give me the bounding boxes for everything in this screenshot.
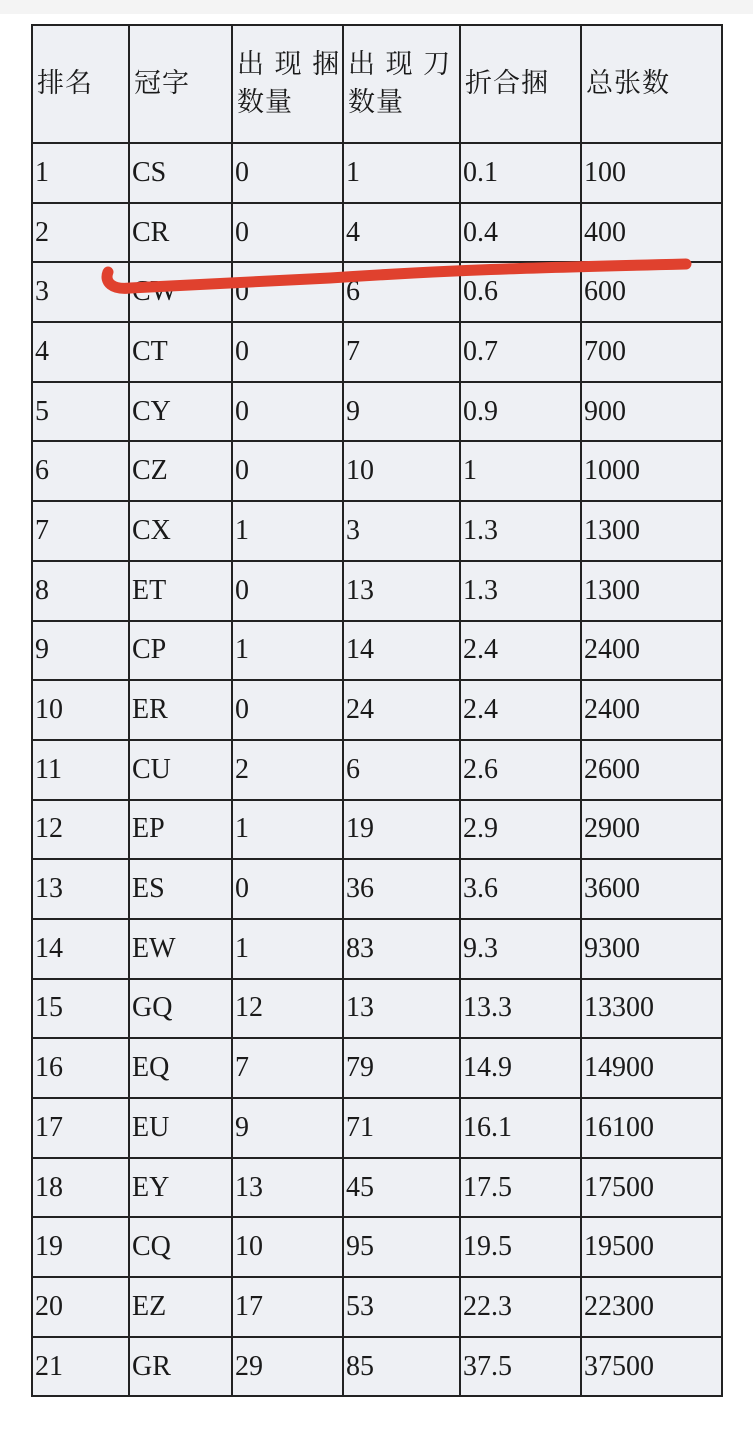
cell-bundle-count: 0	[232, 322, 343, 382]
cell-bundle-count: 0	[232, 143, 343, 203]
cell-crown-code: GQ	[129, 979, 232, 1039]
crown-code-ranking-table	[31, 24, 723, 1397]
table-row	[32, 441, 722, 501]
document-sheet	[0, 14, 753, 1440]
table-row	[32, 621, 722, 681]
cell-equivalent-bundles: 1.3	[460, 561, 581, 621]
cell-rank: 5	[32, 382, 129, 442]
cell-bundle-count: 17	[232, 1277, 343, 1337]
cell-equivalent-bundles: 19.5	[460, 1217, 581, 1277]
cell-equivalent-bundles: 0.1	[460, 143, 581, 203]
cell-crown-code: CZ	[129, 441, 232, 501]
table-row	[32, 322, 722, 382]
cell-crown-code: CQ	[129, 1217, 232, 1277]
cell-crown-code: EW	[129, 919, 232, 979]
cell-stack-count: 4	[343, 203, 460, 263]
table-row	[32, 143, 722, 203]
cell-total-sheets: 2400	[581, 680, 722, 740]
cell-rank: 6	[32, 441, 129, 501]
cell-stack-count: 24	[343, 680, 460, 740]
cell-bundle-count: 12	[232, 979, 343, 1039]
cell-equivalent-bundles: 14.9	[460, 1038, 581, 1098]
table-row	[32, 800, 722, 860]
cell-rank: 14	[32, 919, 129, 979]
cell-total-sheets: 37500	[581, 1337, 722, 1397]
cell-equivalent-bundles: 1.3	[460, 501, 581, 561]
cell-bundle-count: 0	[232, 382, 343, 442]
cell-total-sheets: 700	[581, 322, 722, 382]
cell-total-sheets: 1000	[581, 441, 722, 501]
table-body	[32, 143, 722, 1396]
cell-stack-count: 79	[343, 1038, 460, 1098]
table-row	[32, 1337, 722, 1397]
cell-crown-code: EZ	[129, 1277, 232, 1337]
cell-total-sheets: 22300	[581, 1277, 722, 1337]
cell-crown-code: CR	[129, 203, 232, 263]
cell-stack-count: 71	[343, 1098, 460, 1158]
table-row	[32, 859, 722, 919]
cell-stack-count: 6	[343, 740, 460, 800]
cell-stack-count: 7	[343, 322, 460, 382]
table-row	[32, 740, 722, 800]
cell-bundle-count: 1	[232, 621, 343, 681]
cell-total-sheets: 400	[581, 203, 722, 263]
table-header-row	[32, 25, 722, 143]
cell-stack-count: 9	[343, 382, 460, 442]
cell-bundle-count: 0	[232, 859, 343, 919]
cell-stack-count: 3	[343, 501, 460, 561]
cell-stack-count: 95	[343, 1217, 460, 1277]
cell-total-sheets: 17500	[581, 1158, 722, 1218]
cell-crown-code: EY	[129, 1158, 232, 1218]
cell-stack-count: 1	[343, 143, 460, 203]
cell-rank: 2	[32, 203, 129, 263]
cell-crown-code: GR	[129, 1337, 232, 1397]
table-row	[32, 203, 722, 263]
cell-total-sheets: 3600	[581, 859, 722, 919]
cell-equivalent-bundles: 2.4	[460, 621, 581, 681]
table-row	[32, 1217, 722, 1277]
cell-rank: 7	[32, 501, 129, 561]
header-equivalent-bundles: 折合捆	[460, 25, 581, 143]
cell-rank: 21	[32, 1337, 129, 1397]
cell-rank: 4	[32, 322, 129, 382]
cell-rank: 20	[32, 1277, 129, 1337]
cell-crown-code: EU	[129, 1098, 232, 1158]
cell-crown-code: ES	[129, 859, 232, 919]
cell-bundle-count: 0	[232, 561, 343, 621]
cell-stack-count: 85	[343, 1337, 460, 1397]
cell-equivalent-bundles: 16.1	[460, 1098, 581, 1158]
table-row	[32, 561, 722, 621]
cell-crown-code: EQ	[129, 1038, 232, 1098]
cell-total-sheets: 13300	[581, 979, 722, 1039]
table-row	[32, 1038, 722, 1098]
cell-equivalent-bundles: 0.7	[460, 322, 581, 382]
cell-total-sheets: 16100	[581, 1098, 722, 1158]
cell-rank: 13	[32, 859, 129, 919]
cell-rank: 18	[32, 1158, 129, 1218]
cell-total-sheets: 2600	[581, 740, 722, 800]
top-bar	[0, 0, 753, 14]
cell-bundle-count: 10	[232, 1217, 343, 1277]
cell-rank: 3	[32, 262, 129, 322]
cell-crown-code: CP	[129, 621, 232, 681]
cell-rank: 12	[32, 800, 129, 860]
table-row	[32, 680, 722, 740]
cell-bundle-count: 9	[232, 1098, 343, 1158]
cell-total-sheets: 1300	[581, 561, 722, 621]
cell-total-sheets: 2900	[581, 800, 722, 860]
cell-bundle-count: 1	[232, 800, 343, 860]
cell-total-sheets: 14900	[581, 1038, 722, 1098]
cell-rank: 17	[32, 1098, 129, 1158]
cell-equivalent-bundles: 2.9	[460, 800, 581, 860]
cell-stack-count: 45	[343, 1158, 460, 1218]
table-row	[32, 1158, 722, 1218]
cell-total-sheets: 600	[581, 262, 722, 322]
cell-bundle-count: 0	[232, 203, 343, 263]
cell-stack-count: 13	[343, 561, 460, 621]
cell-total-sheets: 900	[581, 382, 722, 442]
cell-rank: 11	[32, 740, 129, 800]
cell-stack-count: 13	[343, 979, 460, 1039]
cell-bundle-count: 13	[232, 1158, 343, 1218]
cell-equivalent-bundles: 0.9	[460, 382, 581, 442]
cell-crown-code: CU	[129, 740, 232, 800]
cell-crown-code: CX	[129, 501, 232, 561]
cell-stack-count: 53	[343, 1277, 460, 1337]
cell-equivalent-bundles: 17.5	[460, 1158, 581, 1218]
header-bundle-count: 出 现 捆 数量	[232, 25, 343, 143]
cell-rank: 15	[32, 979, 129, 1039]
cell-total-sheets: 2400	[581, 621, 722, 681]
cell-equivalent-bundles: 37.5	[460, 1337, 581, 1397]
cell-equivalent-bundles: 9.3	[460, 919, 581, 979]
header-stack-count: 出 现 刀 数量	[343, 25, 460, 143]
cell-stack-count: 36	[343, 859, 460, 919]
cell-equivalent-bundles: 2.4	[460, 680, 581, 740]
cell-total-sheets: 100	[581, 143, 722, 203]
cell-equivalent-bundles: 3.6	[460, 859, 581, 919]
cell-rank: 16	[32, 1038, 129, 1098]
cell-equivalent-bundles: 2.6	[460, 740, 581, 800]
cell-bundle-count: 1	[232, 919, 343, 979]
table-row	[32, 262, 722, 322]
cell-rank: 8	[32, 561, 129, 621]
cell-crown-code: CS	[129, 143, 232, 203]
cell-rank: 19	[32, 1217, 129, 1277]
cell-crown-code: EP	[129, 800, 232, 860]
cell-rank: 9	[32, 621, 129, 681]
table-row	[32, 382, 722, 442]
table-row	[32, 979, 722, 1039]
cell-bundle-count: 0	[232, 441, 343, 501]
cell-rank: 10	[32, 680, 129, 740]
cell-crown-code: CY	[129, 382, 232, 442]
cell-crown-code: ER	[129, 680, 232, 740]
cell-crown-code: CW	[129, 262, 232, 322]
table-row	[32, 919, 722, 979]
cell-bundle-count: 0	[232, 262, 343, 322]
table-row	[32, 501, 722, 561]
cell-equivalent-bundles: 0.4	[460, 203, 581, 263]
cell-total-sheets: 1300	[581, 501, 722, 561]
cell-stack-count: 10	[343, 441, 460, 501]
cell-equivalent-bundles: 0.6	[460, 262, 581, 322]
cell-rank: 1	[32, 143, 129, 203]
header-rank: 排名	[32, 25, 129, 143]
cell-total-sheets: 9300	[581, 919, 722, 979]
cell-bundle-count: 2	[232, 740, 343, 800]
cell-bundle-count: 7	[232, 1038, 343, 1098]
cell-stack-count: 6	[343, 262, 460, 322]
header-crown-code: 冠字	[129, 25, 232, 143]
cell-equivalent-bundles: 13.3	[460, 979, 581, 1039]
table-row	[32, 1277, 722, 1337]
cell-equivalent-bundles: 22.3	[460, 1277, 581, 1337]
cell-bundle-count: 29	[232, 1337, 343, 1397]
cell-bundle-count: 0	[232, 680, 343, 740]
cell-total-sheets: 19500	[581, 1217, 722, 1277]
cell-stack-count: 14	[343, 621, 460, 681]
cell-stack-count: 19	[343, 800, 460, 860]
cell-crown-code: CT	[129, 322, 232, 382]
table-row	[32, 1098, 722, 1158]
cell-equivalent-bundles: 1	[460, 441, 581, 501]
cell-crown-code: ET	[129, 561, 232, 621]
header-total-sheets: 总张数	[581, 25, 722, 143]
cell-stack-count: 83	[343, 919, 460, 979]
cell-bundle-count: 1	[232, 501, 343, 561]
